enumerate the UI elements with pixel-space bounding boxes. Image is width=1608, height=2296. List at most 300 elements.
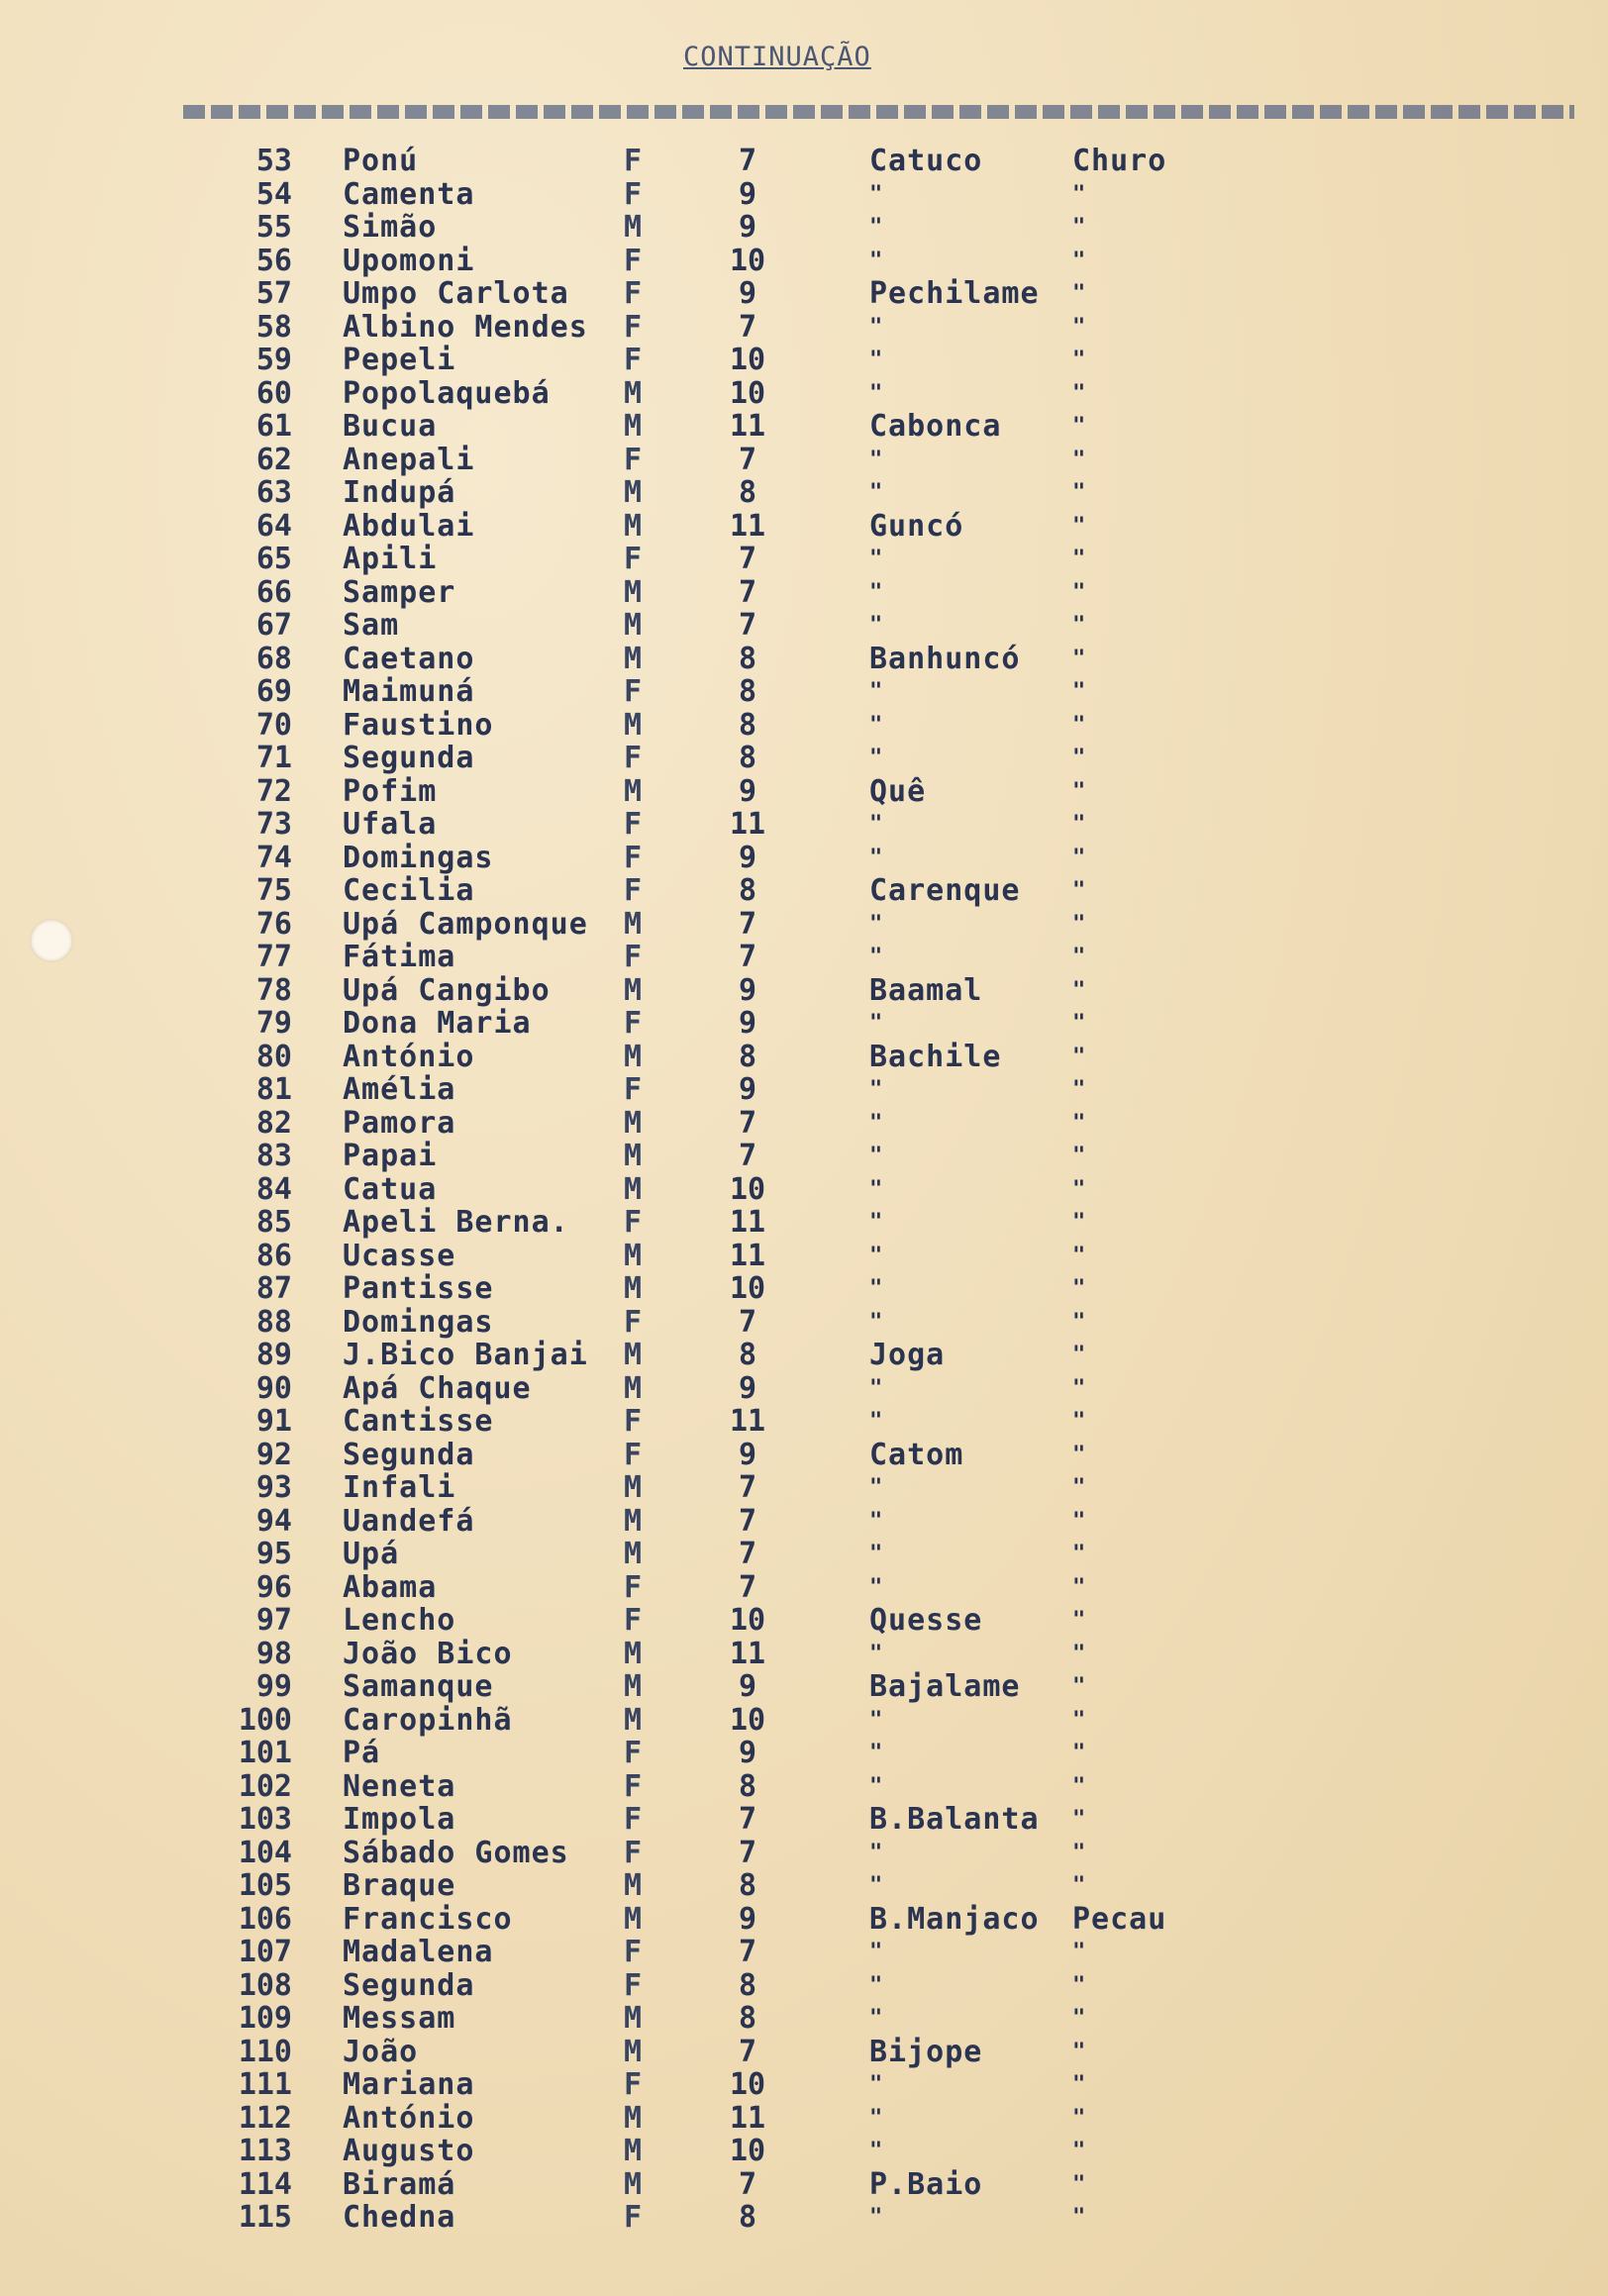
row-name: Segunda bbox=[343, 741, 475, 775]
row-region: " bbox=[1072, 1508, 1087, 1534]
row-name: Upá bbox=[343, 1537, 400, 1571]
row-age: 11 bbox=[729, 1238, 766, 1273]
row-number: 74 bbox=[255, 840, 292, 875]
table-row bbox=[0, 1007, 1608, 1041]
row-age: 7 bbox=[738, 574, 757, 610]
row-sex: F bbox=[624, 309, 643, 345]
row-name: Segunda bbox=[343, 1967, 475, 2003]
row-sex: F bbox=[624, 1006, 643, 1041]
row-region: " bbox=[1072, 1343, 1087, 1367]
row-age: 9 bbox=[738, 1736, 757, 1770]
row-place: " bbox=[869, 845, 884, 870]
row-region: " bbox=[1072, 712, 1087, 738]
row-number: 107 bbox=[238, 1935, 292, 1969]
row-place: " bbox=[869, 181, 884, 207]
row-place: B.Balanta bbox=[869, 1802, 1040, 1837]
row-place: " bbox=[869, 1641, 884, 1666]
row-name: Upá Cangibo bbox=[343, 972, 551, 1008]
row-sex: M bbox=[624, 1636, 643, 1671]
row-sex: F bbox=[624, 1935, 643, 1969]
row-sex: F bbox=[624, 1569, 643, 1605]
row-number: 72 bbox=[255, 773, 292, 809]
row-name: Abama bbox=[343, 1569, 438, 1605]
row-number: 63 bbox=[255, 475, 292, 510]
row-name: Segunda bbox=[343, 1437, 475, 1472]
row-region: " bbox=[1072, 348, 1087, 372]
row-age: 9 bbox=[738, 1006, 757, 1041]
row-name: António bbox=[343, 1039, 475, 1074]
table-row bbox=[0, 808, 1608, 842]
row-region: " bbox=[1072, 1409, 1087, 1434]
row-place: Catom bbox=[869, 1437, 964, 1472]
row-age: 11 bbox=[729, 1636, 766, 1671]
table-row bbox=[0, 1869, 1608, 1903]
table-row bbox=[0, 1471, 1608, 1505]
row-sex: F bbox=[624, 741, 643, 775]
row-sex: F bbox=[624, 176, 643, 212]
row-place: " bbox=[869, 1011, 884, 1036]
row-age: 7 bbox=[738, 309, 757, 345]
table-row bbox=[0, 1240, 1608, 1273]
row-region: " bbox=[1072, 2105, 1087, 2131]
row-sex: F bbox=[624, 542, 643, 576]
row-age: 11 bbox=[729, 2100, 766, 2136]
row-region: " bbox=[1072, 1276, 1087, 1301]
row-age: 7 bbox=[738, 940, 757, 974]
row-region: " bbox=[1072, 1807, 1087, 1832]
row-number: 94 bbox=[255, 1503, 292, 1539]
row-sex: F bbox=[624, 243, 643, 278]
row-sex: M bbox=[624, 1238, 643, 1273]
row-name: Madalena bbox=[343, 1935, 494, 1969]
row-sex: M bbox=[624, 2134, 643, 2168]
row-place: " bbox=[869, 812, 884, 837]
row-number: 82 bbox=[255, 1105, 292, 1141]
row-number: 110 bbox=[238, 2034, 292, 2069]
row-name: Apá Chaque bbox=[343, 1370, 532, 1406]
table-row bbox=[0, 709, 1608, 743]
row-region: " bbox=[1072, 1707, 1087, 1733]
row-sex: M bbox=[624, 1503, 643, 1539]
row-name: Mariana bbox=[343, 2067, 475, 2102]
row-place: Pechilame bbox=[869, 276, 1040, 311]
table-row bbox=[0, 1969, 1608, 2003]
row-place: " bbox=[869, 1077, 884, 1102]
row-age: 9 bbox=[738, 276, 757, 311]
row-number: 112 bbox=[238, 2100, 292, 2136]
row-number: 80 bbox=[255, 1039, 292, 1074]
table-row bbox=[0, 311, 1608, 345]
table-row bbox=[0, 510, 1608, 544]
table-row bbox=[0, 1439, 1608, 1472]
row-place: " bbox=[869, 2139, 884, 2163]
row-sex: M bbox=[624, 210, 643, 245]
row-region: " bbox=[1072, 646, 1087, 671]
table-row bbox=[0, 675, 1608, 709]
row-age: 9 bbox=[738, 1669, 757, 1704]
row-sex: F bbox=[624, 940, 643, 974]
row-region: " bbox=[1072, 547, 1087, 571]
row-number: 71 bbox=[255, 741, 292, 775]
row-place: " bbox=[869, 1276, 884, 1301]
row-sex: F bbox=[624, 1603, 643, 1638]
row-name: Cecilia bbox=[343, 873, 475, 908]
row-name: Biramá bbox=[343, 2166, 456, 2202]
row-name: Infali bbox=[343, 1470, 456, 1505]
table-row bbox=[0, 1073, 1608, 1107]
row-sex: M bbox=[624, 1171, 643, 1207]
row-age: 11 bbox=[729, 508, 766, 544]
row-age: 11 bbox=[729, 1205, 766, 1240]
row-place: " bbox=[869, 1243, 884, 1268]
row-region: " bbox=[1072, 1243, 1087, 1268]
row-name: Indupá bbox=[343, 475, 456, 510]
row-age: 7 bbox=[738, 2034, 757, 2069]
row-age: 8 bbox=[738, 641, 757, 676]
row-sex: M bbox=[624, 906, 643, 942]
row-name: Francisco bbox=[343, 1901, 513, 1937]
row-sex: M bbox=[624, 707, 643, 743]
row-place: " bbox=[869, 1309, 884, 1335]
row-number: 97 bbox=[255, 1603, 292, 1638]
table-row bbox=[0, 1571, 1608, 1605]
row-name: João bbox=[343, 2034, 419, 2069]
row-age: 7 bbox=[738, 1537, 757, 1571]
row-sex: M bbox=[624, 2166, 643, 2202]
row-sex: F bbox=[624, 1967, 643, 2003]
row-age: 8 bbox=[738, 1338, 757, 1372]
row-place: " bbox=[869, 1741, 884, 1765]
row-region: " bbox=[1072, 447, 1087, 472]
table-row bbox=[0, 1803, 1608, 1837]
row-name: Faustino bbox=[343, 707, 494, 743]
row-sex: M bbox=[624, 2034, 643, 2069]
row-place: " bbox=[869, 1176, 884, 1202]
row-sex: F bbox=[624, 1304, 643, 1340]
row-age: 8 bbox=[738, 475, 757, 510]
row-sex: F bbox=[624, 343, 643, 377]
row-number: 56 bbox=[255, 243, 292, 278]
row-age: 10 bbox=[729, 2067, 766, 2102]
row-name: Ponú bbox=[343, 144, 419, 178]
row-place: " bbox=[869, 348, 884, 372]
table-row bbox=[0, 874, 1608, 908]
table-row bbox=[0, 2135, 1608, 2168]
row-sex: F bbox=[624, 442, 643, 477]
row-age: 8 bbox=[738, 741, 757, 775]
row-region: " bbox=[1072, 1873, 1087, 1898]
row-sex: M bbox=[624, 1139, 643, 1173]
row-number: 75 bbox=[255, 873, 292, 908]
row-age: 10 bbox=[729, 2134, 766, 2168]
row-region: " bbox=[1072, 1144, 1087, 1168]
row-region: " bbox=[1072, 314, 1087, 340]
row-region: " bbox=[1072, 2072, 1087, 2097]
row-sex: M bbox=[624, 508, 643, 544]
table-row bbox=[0, 2002, 1608, 2036]
row-region: " bbox=[1072, 1641, 1087, 1666]
row-age: 9 bbox=[738, 840, 757, 875]
row-region: Pecau bbox=[1072, 1901, 1167, 1937]
table-row bbox=[0, 1638, 1608, 1671]
row-number: 58 bbox=[255, 309, 292, 345]
row-number: 108 bbox=[238, 1967, 292, 2003]
row-place: Bachile bbox=[869, 1039, 1002, 1074]
row-number: 54 bbox=[255, 176, 292, 212]
row-region: " bbox=[1072, 945, 1087, 969]
row-place: " bbox=[869, 679, 884, 704]
row-name: Dona Maria bbox=[343, 1006, 532, 1041]
row-region: " bbox=[1072, 1674, 1087, 1699]
row-region: " bbox=[1072, 2139, 1087, 2163]
row-region: " bbox=[1072, 613, 1087, 638]
table-row bbox=[0, 908, 1608, 942]
row-age: 7 bbox=[738, 1470, 757, 1505]
row-age: 9 bbox=[738, 1370, 757, 1406]
row-name: Catua bbox=[343, 1171, 438, 1207]
table-row bbox=[0, 1538, 1608, 1571]
row-name: Abdulai bbox=[343, 508, 475, 544]
row-sex: M bbox=[624, 1105, 643, 1141]
row-sex: M bbox=[624, 1338, 643, 1372]
row-region: " bbox=[1072, 1741, 1087, 1765]
row-region: " bbox=[1072, 845, 1087, 870]
table-row bbox=[0, 643, 1608, 676]
row-number: 87 bbox=[255, 1271, 292, 1306]
row-number: 106 bbox=[238, 1901, 292, 1937]
row-number: 66 bbox=[255, 574, 292, 610]
row-number: 100 bbox=[238, 1702, 292, 1738]
row-name: Caropinhã bbox=[343, 1702, 513, 1738]
table-row bbox=[0, 1670, 1608, 1704]
row-region: " bbox=[1072, 812, 1087, 837]
row-number: 101 bbox=[238, 1736, 292, 1770]
table-row bbox=[0, 444, 1608, 477]
row-name: Upomoni bbox=[343, 243, 475, 278]
row-place: " bbox=[869, 1707, 884, 1733]
row-age: 9 bbox=[738, 176, 757, 212]
table-row bbox=[0, 775, 1608, 809]
row-place: " bbox=[869, 547, 884, 571]
table-row bbox=[0, 742, 1608, 775]
row-age: 10 bbox=[729, 343, 766, 377]
row-number: 57 bbox=[255, 276, 292, 311]
table-row bbox=[0, 974, 1608, 1008]
row-age: 9 bbox=[738, 1072, 757, 1107]
row-sex: M bbox=[624, 972, 643, 1008]
row-name: Fátima bbox=[343, 940, 456, 974]
row-place: Joga bbox=[869, 1338, 946, 1372]
row-region: " bbox=[1072, 746, 1087, 770]
table-row bbox=[0, 245, 1608, 278]
row-age: 7 bbox=[738, 1304, 757, 1340]
row-number: 98 bbox=[255, 1636, 292, 1671]
row-name: Messam bbox=[343, 2001, 456, 2036]
row-region: " bbox=[1072, 513, 1087, 539]
row-place: " bbox=[869, 2006, 884, 2031]
row-age: 7 bbox=[738, 2166, 757, 2202]
row-region: " bbox=[1072, 1574, 1087, 1600]
table-row bbox=[0, 2068, 1608, 2102]
row-region: " bbox=[1072, 380, 1087, 406]
row-sex: M bbox=[624, 1901, 643, 1937]
row-number: 84 bbox=[255, 1171, 292, 1207]
row-name: Simão bbox=[343, 210, 438, 245]
row-name: Domingas bbox=[343, 840, 494, 875]
row-name: Samper bbox=[343, 574, 456, 610]
row-region: " bbox=[1072, 1011, 1087, 1036]
row-number: 53 bbox=[255, 144, 292, 178]
row-region: " bbox=[1072, 1475, 1087, 1500]
table-row bbox=[0, 576, 1608, 610]
row-sex: M bbox=[624, 2001, 643, 2036]
row-place: " bbox=[869, 2105, 884, 2131]
row-region: " bbox=[1072, 1542, 1087, 1566]
row-place: " bbox=[869, 215, 884, 240]
row-place: " bbox=[869, 447, 884, 472]
row-age: 7 bbox=[738, 1835, 757, 1870]
row-place: Banhuncó bbox=[869, 641, 1021, 676]
table-row bbox=[0, 543, 1608, 576]
table-row bbox=[0, 1372, 1608, 1406]
row-name: Pepeli bbox=[343, 343, 456, 377]
row-sex: F bbox=[624, 2200, 643, 2235]
row-place: " bbox=[869, 1972, 884, 1998]
row-name: Pamora bbox=[343, 1105, 456, 1141]
row-place: " bbox=[869, 613, 884, 638]
row-number: 85 bbox=[255, 1205, 292, 1240]
row-number: 83 bbox=[255, 1139, 292, 1173]
row-number: 113 bbox=[238, 2134, 292, 2168]
row-region: " bbox=[1072, 1176, 1087, 1202]
row-name: Uandefá bbox=[343, 1503, 475, 1539]
row-age: 7 bbox=[738, 542, 757, 576]
row-number: 77 bbox=[255, 940, 292, 974]
roster-table bbox=[0, 145, 1608, 2235]
table-row bbox=[0, 1272, 1608, 1306]
row-sex: M bbox=[624, 1271, 643, 1306]
table-row bbox=[0, 2168, 1608, 2202]
row-place: Quê bbox=[869, 773, 927, 809]
row-region: " bbox=[1072, 579, 1087, 605]
row-place: " bbox=[869, 746, 884, 770]
row-number: 90 bbox=[255, 1370, 292, 1406]
row-number: 114 bbox=[238, 2166, 292, 2202]
row-place: " bbox=[869, 1873, 884, 1898]
row-age: 9 bbox=[738, 1437, 757, 1472]
row-number: 70 bbox=[255, 707, 292, 743]
row-number: 105 bbox=[238, 1868, 292, 1903]
row-number: 86 bbox=[255, 1238, 292, 1273]
row-sex: M bbox=[624, 409, 643, 444]
row-place: " bbox=[869, 1542, 884, 1566]
table-row bbox=[0, 842, 1608, 875]
row-age: 10 bbox=[729, 1171, 766, 1207]
row-name: Papai bbox=[343, 1139, 438, 1173]
row-sex: F bbox=[624, 1404, 643, 1439]
row-region: " bbox=[1072, 480, 1087, 505]
row-number: 111 bbox=[238, 2067, 292, 2102]
row-sex: F bbox=[624, 1736, 643, 1770]
table-row bbox=[0, 410, 1608, 444]
row-region: " bbox=[1072, 1442, 1087, 1467]
row-number: 89 bbox=[255, 1338, 292, 1372]
row-name: João Bico bbox=[343, 1636, 513, 1671]
row-region: " bbox=[1072, 281, 1087, 306]
row-number: 81 bbox=[255, 1072, 292, 1107]
row-sex: M bbox=[624, 375, 643, 411]
table-row bbox=[0, 1903, 1608, 1937]
row-age: 7 bbox=[738, 608, 757, 643]
row-number: 59 bbox=[255, 343, 292, 377]
table-row bbox=[0, 2201, 1608, 2235]
row-place: " bbox=[869, 1840, 884, 1865]
row-name: Braque bbox=[343, 1868, 456, 1903]
row-region: " bbox=[1072, 2205, 1087, 2230]
row-name: J.Bico Banjai bbox=[343, 1338, 588, 1372]
row-age: 8 bbox=[738, 873, 757, 908]
row-name: Impola bbox=[343, 1802, 456, 1837]
row-place: " bbox=[869, 380, 884, 406]
row-place: Guncó bbox=[869, 508, 964, 544]
row-region: " bbox=[1072, 248, 1087, 273]
row-age: 7 bbox=[738, 144, 757, 178]
table-row bbox=[0, 1704, 1608, 1738]
row-region: " bbox=[1072, 2039, 1087, 2064]
page-title: CONTINUAÇÃO bbox=[683, 42, 871, 72]
row-age: 7 bbox=[738, 1569, 757, 1605]
row-name: Bucua bbox=[343, 409, 438, 444]
row-number: 88 bbox=[255, 1304, 292, 1340]
row-age: 8 bbox=[738, 1768, 757, 1804]
row-place: " bbox=[869, 1110, 884, 1136]
row-number: 92 bbox=[255, 1437, 292, 1472]
table-row bbox=[0, 1604, 1608, 1638]
row-sex: M bbox=[624, 574, 643, 610]
table-row bbox=[0, 1770, 1608, 1804]
row-number: 64 bbox=[255, 508, 292, 544]
row-place: Baamal bbox=[869, 972, 983, 1008]
row-sex: F bbox=[624, 144, 643, 178]
double-rule-divider bbox=[183, 105, 1574, 119]
row-age: 8 bbox=[738, 707, 757, 743]
row-region: " bbox=[1072, 1840, 1087, 1865]
row-sex: M bbox=[624, 1868, 643, 1903]
row-number: 109 bbox=[238, 2001, 292, 2036]
row-sex: F bbox=[624, 276, 643, 311]
row-region: " bbox=[1072, 1044, 1087, 1069]
row-place: B.Manjaco bbox=[869, 1901, 1040, 1937]
row-number: 79 bbox=[255, 1006, 292, 1041]
table-row bbox=[0, 476, 1608, 510]
row-number: 65 bbox=[255, 542, 292, 576]
row-region: " bbox=[1072, 181, 1087, 207]
table-row bbox=[0, 1140, 1608, 1173]
row-number: 73 bbox=[255, 807, 292, 842]
row-number: 60 bbox=[255, 375, 292, 411]
row-region: " bbox=[1072, 1608, 1087, 1633]
row-place: Bijope bbox=[869, 2034, 983, 2069]
table-row bbox=[0, 941, 1608, 974]
row-place: " bbox=[869, 1210, 884, 1235]
row-name: Apili bbox=[343, 542, 438, 576]
table-row bbox=[0, 1405, 1608, 1439]
row-number: 91 bbox=[255, 1404, 292, 1439]
row-place: Quesse bbox=[869, 1603, 983, 1638]
row-name: Pantisse bbox=[343, 1271, 494, 1306]
row-number: 67 bbox=[255, 608, 292, 643]
row-place: " bbox=[869, 314, 884, 340]
